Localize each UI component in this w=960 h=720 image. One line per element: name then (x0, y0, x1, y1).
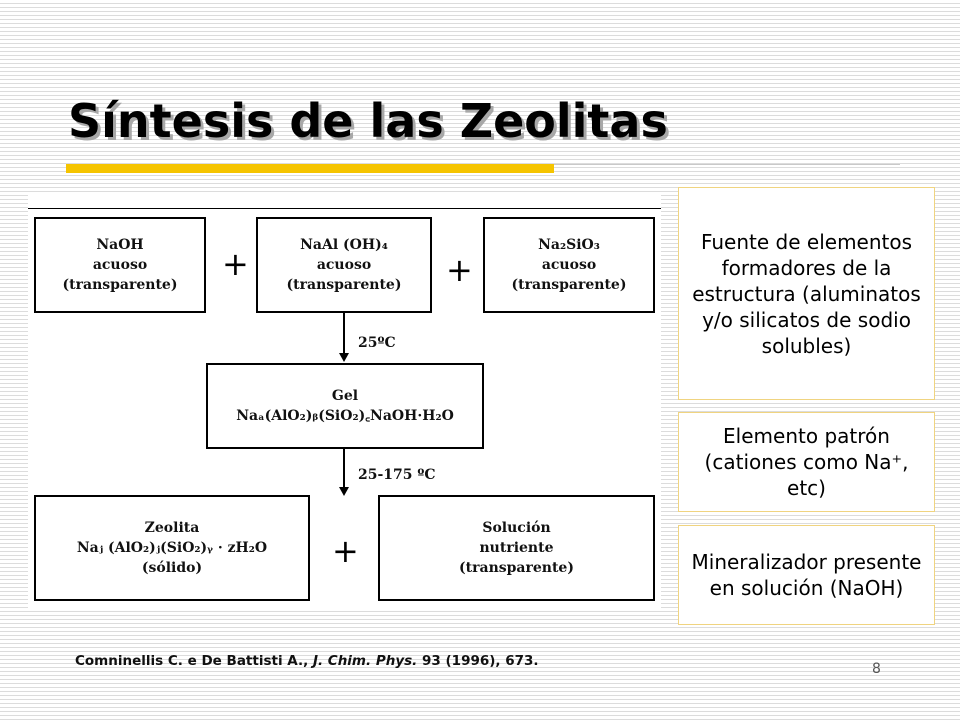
zeolita-box-line-1: Zeolita (144, 520, 200, 536)
temperature-label-1: 25ºC (358, 335, 396, 351)
citation (75, 653, 539, 669)
naoh-box-line-1: NaOH (96, 237, 144, 253)
zeolita-box-line-3: (sólido) (141, 560, 203, 576)
zeolita-box-line-2: Naⱼ (AlO₂)ⱼ(SiO₂)ᵧ · zH₂O (76, 540, 268, 556)
citation-authors: Comninellis C. e De Battisti A., (75, 653, 309, 669)
na2sio3-box-line-2: acuoso (541, 257, 597, 273)
naoh-box-line-3: (transparente) (62, 277, 178, 293)
naal-box-line-2: acuoso (316, 257, 372, 273)
note-mineralizer: Mineralizador presente en solución (NaOH) (678, 525, 935, 625)
gel-box-line-1: Gel (331, 388, 359, 404)
arrow-1-shaft (343, 313, 345, 355)
na2sio3-box-line-3: (transparente) (511, 277, 627, 293)
naal-box-line-1: NaAl (OH)₄ (300, 237, 388, 253)
plus-sign-3: + (332, 532, 359, 570)
arrow-1-head (339, 353, 349, 362)
title-underline-accent (66, 164, 554, 173)
figure-top-line (28, 208, 661, 209)
gel-box-line-2: Naₐ(AlO₂)ᵦ(SiO₂)꜀NaOH·H₂O (236, 408, 454, 424)
temperature-label-2: 25-175 ºC (358, 467, 436, 483)
slide-title: Síntesis de las Zeolitas (68, 94, 668, 148)
solucion-box (378, 495, 655, 601)
note-structure-source: Fuente de elementos formadores de la estructura (aluminatos y/o silicatos de sodio solubles) (678, 187, 935, 400)
naal-box-line-3: (transparente) (286, 277, 402, 293)
naoh-box-line-2: acuoso (92, 257, 148, 273)
note-template-element: Elemento patrón (cationes como Na⁺, etc) (678, 412, 935, 512)
naoh-box (34, 217, 206, 313)
na2sio3-box (483, 217, 655, 313)
na2sio3-box-line-1: Na₂SiO₃ (538, 237, 600, 253)
gel-box (206, 363, 484, 449)
citation-details: 93 (1996), 673. (422, 653, 539, 669)
zeolita-box (34, 495, 310, 601)
solucion-box-line-1: Solución (482, 520, 551, 536)
naal-box (256, 217, 432, 313)
plus-sign-2: + (446, 251, 473, 289)
page-number: 8 (872, 661, 881, 677)
citation-journal: J. Chim. Phys. (312, 653, 418, 669)
arrow-2-shaft (343, 449, 345, 489)
solucion-box-line-2: nutriente (479, 540, 554, 556)
arrow-2-head (339, 487, 349, 496)
plus-sign-1: + (222, 245, 249, 283)
title-underline-rule (554, 164, 900, 165)
synthesis-diagram (28, 195, 661, 610)
solucion-box-line-3: (transparente) (459, 560, 574, 576)
